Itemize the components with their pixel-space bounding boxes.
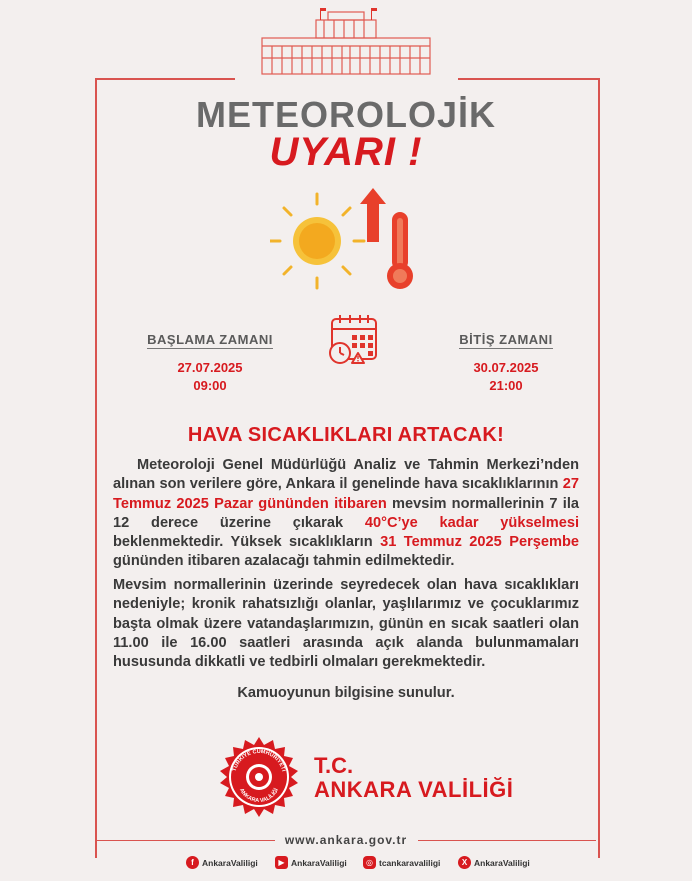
paragraph-1-text-4: gününden itibaren azalacağı tahmin edilmektedir. [113, 553, 455, 570]
social-youtube[interactable] [275, 856, 347, 869]
social-instagram[interactable] [363, 856, 440, 869]
start-time: 09:00 [193, 378, 227, 393]
start-time-block [130, 331, 290, 393]
svg-text:ANKARA VALİLİĞİ: ANKARA VALİLİĞİ [237, 787, 281, 805]
heat-weather-icon [270, 182, 420, 294]
frame-top-right-line [458, 78, 598, 80]
title-line-1: METEOROLOJİK [195, 94, 497, 135]
social-instagram-handle: tcankaravaliligi [379, 857, 441, 868]
website-divider-right [418, 840, 596, 841]
paragraph-1-highlight-1: 27 Temmuz 2025 Pazar gününden itibaren [113, 476, 579, 512]
social-x-handle: AnkaraValiligi [474, 857, 530, 868]
frame-top-left-line [95, 78, 235, 80]
paragraph-1-highlight-3: 31 Temmuz 2025 Perşembe [380, 534, 579, 551]
social-facebook-handle: AnkaraValiligi [202, 857, 258, 868]
end-date: 30.07.2025 [473, 360, 539, 375]
social-youtube-handle: AnkaraValiligi [291, 857, 347, 868]
paragraph-1-text-2: mevsim normallerinin 7 ila 12 derece üzerine çıkarak [113, 495, 579, 531]
paragraph-1-text-3: beklenmektedir. Yüksek sıcaklıkların [113, 534, 381, 551]
ankara-governorship-seal-icon [218, 736, 300, 818]
facebook-icon: f [186, 856, 199, 869]
parliament-building-icon [258, 6, 434, 76]
youtube-icon: ▶ [275, 856, 288, 869]
public-notice: Kamuoyunun bilgisine sunulur. [237, 685, 455, 701]
paragraph-1-highlight-2: 40°C’ye kadar yükselmesi [364, 514, 579, 531]
start-date: 27.07.2025 [177, 360, 243, 375]
start-label: BAŞLAMA ZAMANI [147, 332, 273, 347]
svg-text:TÜRKİYE CUMHURİYETİ: TÜRKİYE CUMHURİYETİ [231, 748, 287, 773]
social-x[interactable] [458, 856, 530, 869]
end-time: 21:00 [489, 378, 523, 393]
headline: HAVA SICAKLIKLARI ARTACAK! [187, 424, 505, 446]
paragraph-1 [113, 456, 579, 572]
paragraph-1-text-1: Meteoroloji Genel Müdürlüğü Analiz ve Tahmin Merkezi’nden alınan son verilere göre, Ankara il genelinde hava sıcaklıklarının [113, 457, 579, 493]
website-link[interactable]: www.ankara.gov.tr [284, 833, 408, 847]
end-time-block [426, 331, 586, 393]
up-arrow-icon [360, 188, 386, 242]
x-icon: X [458, 856, 471, 869]
title-line-2: UYARI ! [269, 130, 423, 174]
thermometer-icon [387, 212, 413, 289]
end-label: BİTİŞ ZAMANI [459, 332, 553, 347]
sun-icon [270, 194, 364, 288]
instagram-icon: ◎ [363, 856, 376, 869]
paragraph-2: Mevsim normallerinin üzerinde seyredecek olan hava sıcaklıkları nedeniyle; kronik rahatsızlığı olanlar, yaşlılarımız ve çocuklarımız başta olmak üzere vatandaşlarımızın, günün en sıcak saatleri olan 11.00 ile 16.00 saatleri arasında açık alanda bulunmamaları hususunda dikkatli ve tedbirli olmaları gerekmektedir. [113, 577, 579, 671]
calendar-clock-icon [326, 313, 382, 369]
gov-title-line-2: ANKARA VALİLİĞİ [314, 777, 514, 802]
social-facebook[interactable] [186, 856, 258, 869]
gov-title-line-1: T.C. [314, 753, 354, 778]
